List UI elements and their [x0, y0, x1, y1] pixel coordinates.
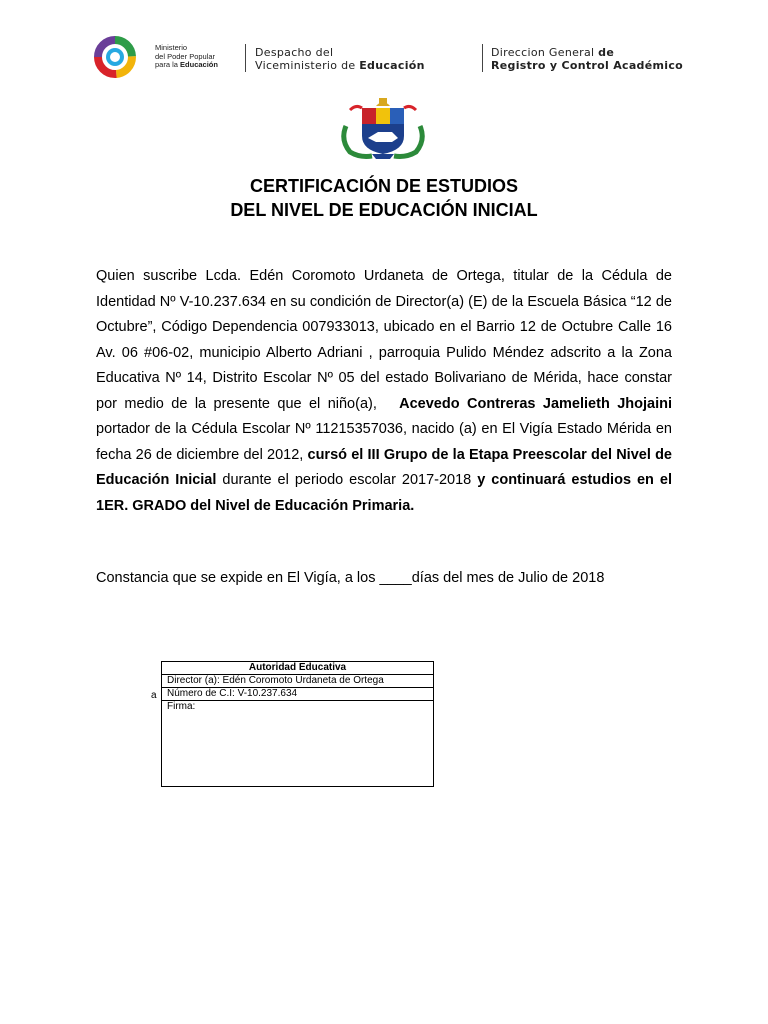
- logo-line-3: [155, 61, 218, 70]
- header-divider-2: [482, 44, 483, 72]
- body-period: durante el periodo escolar 2017-2018: [222, 472, 472, 488]
- viceministry-line-1: Despacho del: [255, 46, 334, 59]
- body-intro: Quien suscribe Lcda. Edén Coromoto Urdaneta de Ortega, titular de la Cédula de Identidad Nº V-10.237.634 en su condición de Director(a) (E) de la Escuela Básica “12 de Octubre”, Código Dependencia 007933013, ubicado en el Barrio 12 de Octubre Calle 16 Av. 06 #06-02, municipio Alberto Adriani , parroquia Pulido Méndez adscrito a la Zona Educativa Nº 14, Distrito Escolar Nº 05 del estado Bolivariano de Mérida, hace constar por medio de la presente que el niño(a),: [96, 268, 672, 412]
- authority-table: [161, 661, 434, 787]
- direction-line-1-bold: de: [598, 46, 615, 59]
- next-grade: y continuará estudios en el 1ER. GRADO del Nivel de Educación Primaria.: [96, 472, 672, 514]
- header-divider-1: [245, 44, 246, 72]
- viceministry-block: [255, 46, 425, 72]
- authority-heading: Autoridad Educativa: [162, 662, 434, 675]
- ministry-ring-icon: [93, 36, 151, 78]
- title-line-1: CERTIFICACIÓN DE ESTUDIOS: [249, 176, 518, 196]
- viceministry-line-2-bold: Educación: [359, 59, 425, 72]
- body-birth-details: portador de la Cédula Escolar Nº 11215357036, nacido (a) en El Vigía Estado Mérida en fecha 26 de diciembre del 2012,: [96, 421, 672, 463]
- direction-line-2: [491, 59, 683, 72]
- signature-field[interactable]: Firma:: [162, 701, 434, 787]
- logo-line-1: Ministerio: [155, 43, 188, 52]
- logo-line-2: del Poder Popular: [155, 51, 216, 61]
- certification-paragraph: [96, 264, 672, 519]
- ci-cell: Número de C.I: V-10.237.634: [162, 688, 434, 701]
- document-header: [0, 0, 768, 100]
- ministry-logo-text: [155, 44, 218, 70]
- logo-line-3-text: para la: [155, 60, 178, 69]
- issuance-statement: Constancia que se expide en El Vigía, a los ____días del mes de Julio de 2018: [96, 570, 605, 586]
- direction-line-1-text: Direccion General: [491, 46, 595, 59]
- coat-of-arms-icon: [336, 96, 430, 160]
- side-letter: a: [151, 690, 157, 701]
- student-name: Acevedo Contreras Jamelieth Jhojaini: [399, 395, 673, 412]
- course-completed: cursó el III Grupo de la Etapa Preescolar del Nivel de Educación Inicial: [96, 446, 672, 488]
- ministry-logo: [93, 36, 243, 78]
- direction-line-2-bold: Registro y Control Académico: [491, 59, 683, 72]
- director-cell: Director (a): Edén Coromoto Urdaneta de Ortega: [162, 675, 434, 688]
- direction-block: [491, 46, 683, 72]
- logo-line-3-bold: Educación: [180, 60, 218, 69]
- viceministry-line-2-text: Viceministerio de: [255, 59, 356, 72]
- title-line-2: DEL NIVEL DE EDUCACIÓN INICIAL: [230, 200, 538, 220]
- document-title: [0, 174, 768, 222]
- viceministry-line-2: [255, 59, 425, 72]
- direction-line-1: [491, 46, 683, 59]
